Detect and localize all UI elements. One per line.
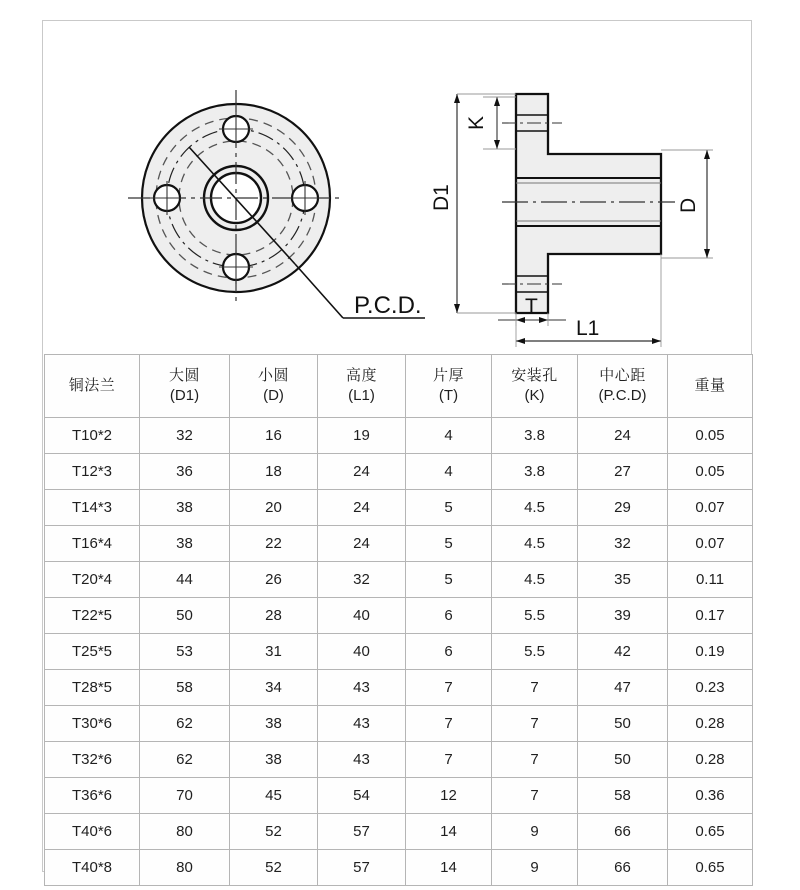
cell-d: 31: [230, 634, 318, 670]
cell-l1: 24: [318, 526, 406, 562]
cell-l1: 43: [318, 670, 406, 706]
cell-pcd: 66: [578, 814, 668, 850]
header-weight-cn: 重量: [694, 376, 726, 394]
table-row: [45, 526, 753, 562]
cell-d: 38: [230, 742, 318, 778]
cell-pcd: 24: [578, 418, 668, 454]
dimension-label-d1: D1: [430, 184, 453, 211]
cell-model: T25*5: [45, 634, 140, 670]
table-row: [45, 778, 753, 814]
cell-t: 6: [406, 634, 492, 670]
header-pcd: [578, 355, 668, 418]
header-d1-cn: 大圆: [168, 366, 200, 384]
cell-pcd: 66: [578, 850, 668, 886]
table-row: [45, 706, 753, 742]
cell-weight: 0.07: [668, 490, 753, 526]
table-row: [45, 598, 753, 634]
table-header-row: [45, 355, 753, 418]
cell-model: T12*3: [45, 454, 140, 490]
cell-t: 4: [406, 454, 492, 490]
header-l1-cn: 高度: [345, 366, 377, 384]
cell-l1: 19: [318, 418, 406, 454]
cell-model: T32*6: [45, 742, 140, 778]
cell-k: 5.5: [492, 634, 578, 670]
cell-pcd: 35: [578, 562, 668, 598]
header-d1: [140, 355, 230, 418]
flange-front-view: [128, 90, 425, 319]
cell-pcd: 50: [578, 706, 668, 742]
cell-l1: 57: [318, 850, 406, 886]
header-l1: [318, 355, 406, 418]
cell-model: T20*4: [45, 562, 140, 598]
header-l1-code: (L1): [348, 387, 375, 404]
cell-d: 16: [230, 418, 318, 454]
cell-model: T36*6: [45, 778, 140, 814]
cell-pcd: 42: [578, 634, 668, 670]
cell-pcd: 50: [578, 742, 668, 778]
cell-t: 7: [406, 670, 492, 706]
cell-pcd: 32: [578, 526, 668, 562]
cell-k: 5.5: [492, 598, 578, 634]
cell-d1: 32: [140, 418, 230, 454]
cell-k: 4.5: [492, 526, 578, 562]
cell-weight: 0.05: [668, 454, 753, 490]
table-row: [45, 814, 753, 850]
table-row: [45, 418, 753, 454]
cell-t: 5: [406, 490, 492, 526]
pcd-leader-segment: [295, 264, 343, 318]
cell-l1: 24: [318, 454, 406, 490]
cell-model: T40*6: [45, 814, 140, 850]
header-d-code: (D): [263, 387, 284, 404]
cell-pcd: 27: [578, 454, 668, 490]
cell-k: 4.5: [492, 490, 578, 526]
cell-weight: 0.19: [668, 634, 753, 670]
table-row: [45, 454, 753, 490]
cell-d: 28: [230, 598, 318, 634]
header-d-cn: 小圆: [257, 366, 289, 384]
cell-d1: 53: [140, 634, 230, 670]
cell-weight: 0.65: [668, 850, 753, 886]
cell-t: 7: [406, 742, 492, 778]
cell-weight: 0.28: [668, 742, 753, 778]
dimension-d: [661, 150, 713, 258]
table-row: [45, 634, 753, 670]
cell-k: 7: [492, 670, 578, 706]
cell-t: 14: [406, 850, 492, 886]
table-row: [45, 562, 753, 598]
cell-d1: 50: [140, 598, 230, 634]
cell-model: T10*2: [45, 418, 140, 454]
cell-d1: 62: [140, 742, 230, 778]
cell-k: 9: [492, 850, 578, 886]
header-pcd-code: (P.C.D): [598, 387, 647, 404]
cell-d: 26: [230, 562, 318, 598]
cell-d1: 36: [140, 454, 230, 490]
technical-drawing: [43, 21, 751, 351]
cell-k: 4.5: [492, 562, 578, 598]
cell-weight: 0.23: [668, 670, 753, 706]
cell-d1: 38: [140, 526, 230, 562]
cell-weight: 0.36: [668, 778, 753, 814]
cell-l1: 43: [318, 706, 406, 742]
dimension-label-l1: L1: [576, 317, 600, 340]
cell-k: 3.8: [492, 454, 578, 490]
cell-k: 7: [492, 778, 578, 814]
cell-model: T40*8: [45, 850, 140, 886]
header-d1-code: (D1): [169, 387, 200, 404]
spec-sheet-page: [42, 20, 752, 876]
cell-t: 7: [406, 706, 492, 742]
cell-pcd: 47: [578, 670, 668, 706]
table-row: [45, 490, 753, 526]
dimension-label-t: T: [525, 295, 538, 318]
header-t: [406, 355, 492, 418]
cell-l1: 43: [318, 742, 406, 778]
dimension-label-k: K: [465, 115, 488, 130]
cell-d: 52: [230, 814, 318, 850]
cell-t: 5: [406, 526, 492, 562]
header-k-code: (K): [524, 387, 545, 404]
header-t-cn: 片厚: [432, 366, 464, 384]
cell-weight: 0.65: [668, 814, 753, 850]
cell-l1: 32: [318, 562, 406, 598]
header-k-cn: 安装孔: [511, 366, 558, 384]
table-body: [45, 418, 753, 886]
flange-section-view: [430, 94, 713, 347]
cell-model: T22*5: [45, 598, 140, 634]
cell-model: T28*5: [45, 670, 140, 706]
table-row: [45, 742, 753, 778]
cell-model: T30*6: [45, 706, 140, 742]
cell-weight: 0.11: [668, 562, 753, 598]
cell-d: 52: [230, 850, 318, 886]
cell-t: 4: [406, 418, 492, 454]
cell-pcd: 39: [578, 598, 668, 634]
cell-pcd: 58: [578, 778, 668, 814]
specification-table: [44, 354, 753, 886]
header-d: [230, 355, 318, 418]
cell-d: 38: [230, 706, 318, 742]
cell-weight: 0.07: [668, 526, 753, 562]
cell-d1: 70: [140, 778, 230, 814]
dimension-t: [498, 295, 566, 326]
cell-model: T14*3: [45, 490, 140, 526]
cell-weight: 0.17: [668, 598, 753, 634]
cell-d: 22: [230, 526, 318, 562]
cell-d1: 80: [140, 814, 230, 850]
cell-pcd: 29: [578, 490, 668, 526]
cell-d1: 62: [140, 706, 230, 742]
header-weight: [668, 355, 753, 418]
cell-l1: 40: [318, 634, 406, 670]
header-model-cn: 铜法兰: [68, 376, 116, 394]
cell-d: 45: [230, 778, 318, 814]
cell-d1: 44: [140, 562, 230, 598]
cell-d1: 80: [140, 850, 230, 886]
cell-d1: 38: [140, 490, 230, 526]
cell-weight: 0.28: [668, 706, 753, 742]
pcd-callout-label: P.C.D.: [354, 292, 422, 319]
cell-d1: 58: [140, 670, 230, 706]
cell-t: 14: [406, 814, 492, 850]
header-t-code: (T): [438, 387, 459, 404]
cell-d: 20: [230, 490, 318, 526]
cell-k: 7: [492, 706, 578, 742]
header-pcd-cn: 中心距: [599, 366, 646, 384]
cell-d: 34: [230, 670, 318, 706]
header-model: [45, 355, 140, 418]
body-outline: [516, 94, 661, 313]
cell-l1: 24: [318, 490, 406, 526]
cell-weight: 0.05: [668, 418, 753, 454]
cell-model: T16*4: [45, 526, 140, 562]
cell-t: 12: [406, 778, 492, 814]
cell-l1: 40: [318, 598, 406, 634]
cell-k: 3.8: [492, 418, 578, 454]
table-row: [45, 670, 753, 706]
cell-t: 6: [406, 598, 492, 634]
cell-t: 5: [406, 562, 492, 598]
cell-k: 7: [492, 742, 578, 778]
cell-d: 18: [230, 454, 318, 490]
header-k: [492, 355, 578, 418]
cell-l1: 54: [318, 778, 406, 814]
dimension-label-d: D: [677, 197, 700, 213]
cell-l1: 57: [318, 814, 406, 850]
cell-k: 9: [492, 814, 578, 850]
table-row: [45, 850, 753, 886]
